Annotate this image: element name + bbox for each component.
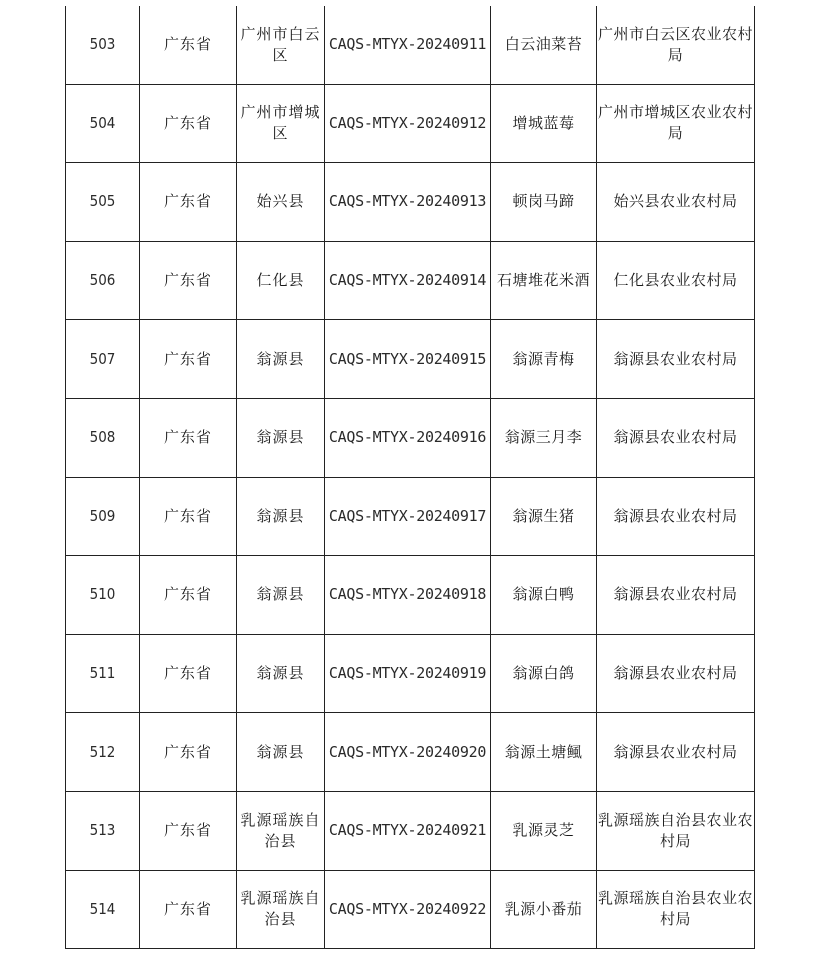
organization-cell: 广州市白云区农业农村局 bbox=[597, 6, 755, 84]
code-cell: CAQS-MTYX-20240918 bbox=[325, 556, 491, 635]
row-number: 507 bbox=[66, 320, 140, 399]
product-cell: 乳源灵芝 bbox=[491, 791, 597, 870]
province-cell: 广东省 bbox=[140, 398, 237, 477]
area-cell: 翁源县 bbox=[237, 477, 325, 556]
organization-cell: 翁源县农业农村局 bbox=[597, 398, 755, 477]
table-row bbox=[66, 477, 755, 556]
province-cell: 广东省 bbox=[140, 84, 237, 163]
product-cell: 石塘堆花米酒 bbox=[491, 241, 597, 320]
row-number: 510 bbox=[66, 556, 140, 635]
province-cell: 广东省 bbox=[140, 477, 237, 556]
code-cell: CAQS-MTYX-20240914 bbox=[325, 241, 491, 320]
organization-cell: 翁源县农业农村局 bbox=[597, 713, 755, 792]
table-row bbox=[66, 84, 755, 163]
product-cell: 翁源青梅 bbox=[491, 320, 597, 399]
area-cell: 广州市增城区 bbox=[237, 84, 325, 163]
province-cell: 广东省 bbox=[140, 713, 237, 792]
table-row bbox=[66, 320, 755, 399]
table-row bbox=[66, 713, 755, 792]
product-cell: 顿岗马蹄 bbox=[491, 163, 597, 242]
code-cell: CAQS-MTYX-20240913 bbox=[325, 163, 491, 242]
product-cell: 乳源小番茄 bbox=[491, 870, 597, 949]
product-cell: 白云油菜苔 bbox=[491, 6, 597, 84]
province-cell: 广东省 bbox=[140, 241, 237, 320]
province-cell: 广东省 bbox=[140, 320, 237, 399]
area-cell: 翁源县 bbox=[237, 556, 325, 635]
product-cell: 翁源白鸽 bbox=[491, 634, 597, 713]
registry-table bbox=[65, 6, 755, 949]
organization-cell: 翁源县农业农村局 bbox=[597, 477, 755, 556]
table-row bbox=[66, 398, 755, 477]
code-cell: CAQS-MTYX-20240915 bbox=[325, 320, 491, 399]
registry-table-body bbox=[66, 6, 755, 949]
organization-cell: 翁源县农业农村局 bbox=[597, 634, 755, 713]
table-row bbox=[66, 6, 755, 84]
table-row bbox=[66, 241, 755, 320]
row-number: 513 bbox=[66, 791, 140, 870]
province-cell: 广东省 bbox=[140, 870, 237, 949]
organization-cell: 仁化县农业农村局 bbox=[597, 241, 755, 320]
table-row bbox=[66, 634, 755, 713]
table-row bbox=[66, 163, 755, 242]
code-cell: CAQS-MTYX-20240912 bbox=[325, 84, 491, 163]
organization-cell: 始兴县农业农村局 bbox=[597, 163, 755, 242]
province-cell: 广东省 bbox=[140, 634, 237, 713]
row-number: 506 bbox=[66, 241, 140, 320]
area-cell: 翁源县 bbox=[237, 713, 325, 792]
area-cell: 乳源瑶族自治县 bbox=[237, 791, 325, 870]
area-cell: 乳源瑶族自治县 bbox=[237, 870, 325, 949]
table-row bbox=[66, 791, 755, 870]
product-cell: 翁源土塘鲺 bbox=[491, 713, 597, 792]
code-cell: CAQS-MTYX-20240920 bbox=[325, 713, 491, 792]
table-row bbox=[66, 870, 755, 949]
province-cell: 广东省 bbox=[140, 6, 237, 84]
product-cell: 翁源生猪 bbox=[491, 477, 597, 556]
registry-sheet bbox=[65, 6, 754, 949]
row-number: 504 bbox=[66, 84, 140, 163]
organization-cell: 乳源瑶族自治县农业农村局 bbox=[597, 791, 755, 870]
organization-cell: 乳源瑶族自治县农业农村局 bbox=[597, 870, 755, 949]
province-cell: 广东省 bbox=[140, 556, 237, 635]
code-cell: CAQS-MTYX-20240921 bbox=[325, 791, 491, 870]
province-cell: 广东省 bbox=[140, 163, 237, 242]
code-cell: CAQS-MTYX-20240917 bbox=[325, 477, 491, 556]
province-cell: 广东省 bbox=[140, 791, 237, 870]
organization-cell: 翁源县农业农村局 bbox=[597, 320, 755, 399]
row-number: 509 bbox=[66, 477, 140, 556]
area-cell: 翁源县 bbox=[237, 634, 325, 713]
row-number: 505 bbox=[66, 163, 140, 242]
row-number: 511 bbox=[66, 634, 140, 713]
area-cell: 广州市白云区 bbox=[237, 6, 325, 84]
code-cell: CAQS-MTYX-20240919 bbox=[325, 634, 491, 713]
area-cell: 始兴县 bbox=[237, 163, 325, 242]
code-cell: CAQS-MTYX-20240916 bbox=[325, 398, 491, 477]
area-cell: 仁化县 bbox=[237, 241, 325, 320]
organization-cell: 翁源县农业农村局 bbox=[597, 556, 755, 635]
code-cell: CAQS-MTYX-20240922 bbox=[325, 870, 491, 949]
table-row bbox=[66, 556, 755, 635]
area-cell: 翁源县 bbox=[237, 398, 325, 477]
product-cell: 翁源三月李 bbox=[491, 398, 597, 477]
product-cell: 翁源白鸭 bbox=[491, 556, 597, 635]
row-number: 514 bbox=[66, 870, 140, 949]
area-cell: 翁源县 bbox=[237, 320, 325, 399]
organization-cell: 广州市增城区农业农村局 bbox=[597, 84, 755, 163]
row-number: 508 bbox=[66, 398, 140, 477]
product-cell: 增城蓝莓 bbox=[491, 84, 597, 163]
row-number: 503 bbox=[66, 6, 140, 84]
code-cell: CAQS-MTYX-20240911 bbox=[325, 6, 491, 84]
row-number: 512 bbox=[66, 713, 140, 792]
